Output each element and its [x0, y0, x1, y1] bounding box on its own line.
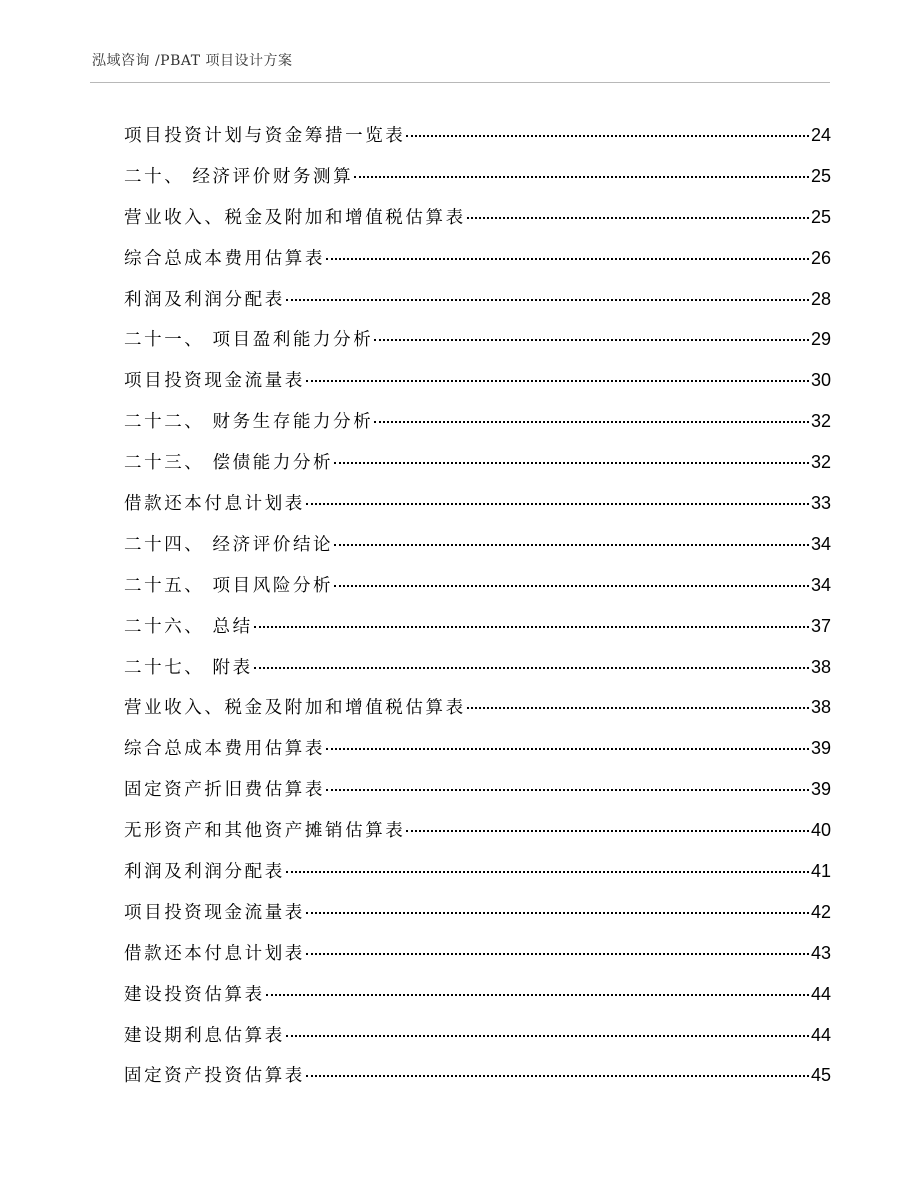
toc-entry[interactable]	[124, 156, 831, 197]
toc-entry[interactable]	[124, 279, 831, 320]
toc-page-number: 32	[810, 411, 831, 432]
toc-entry[interactable]	[124, 892, 831, 933]
toc-page-number: 33	[810, 493, 831, 514]
toc-dot-leader	[306, 1075, 809, 1077]
toc-entry-title[interactable]: 二十三、 偿债能力分析	[124, 453, 334, 474]
toc-entry-title[interactable]: 无形资产和其他资产摊销估算表	[124, 821, 406, 842]
toc-entry-title[interactable]: 项目投资现金流量表	[124, 902, 305, 923]
toc-dot-leader	[334, 462, 809, 464]
toc-dot-leader	[254, 667, 809, 669]
toc-page-number: 34	[810, 574, 831, 595]
toc-entry-title[interactable]: 借款还本付息计划表	[124, 943, 305, 964]
toc-dot-leader	[334, 585, 809, 587]
toc-entry-title[interactable]: 固定资产投资估算表	[124, 1066, 305, 1087]
toc-page-number: 45	[810, 1065, 831, 1086]
toc-dot-leader	[266, 994, 809, 996]
toc-dot-leader	[374, 339, 809, 341]
toc-entry-title[interactable]: 建设期利息估算表	[124, 1025, 285, 1046]
toc-entry[interactable]	[124, 442, 831, 483]
toc-entry-title[interactable]: 二十四、 经济评价结论	[124, 534, 334, 555]
toc-entry-title[interactable]: 二十七、 附表	[124, 657, 253, 678]
toc-page-number: 26	[810, 247, 831, 268]
toc-dot-leader	[326, 789, 809, 791]
toc-dot-leader	[406, 830, 809, 832]
toc-entry[interactable]	[124, 524, 831, 565]
toc-entry[interactable]	[124, 606, 831, 647]
toc-entry-title[interactable]: 二十五、 项目风险分析	[124, 575, 334, 596]
toc-dot-leader	[306, 380, 809, 382]
toc-page-number: 42	[810, 901, 831, 922]
toc-page-number: 43	[810, 942, 831, 963]
toc-page-number: 32	[810, 452, 831, 473]
toc-entry-title[interactable]: 营业收入、税金及附加和增值税估算表	[124, 698, 466, 719]
toc-dot-leader	[286, 871, 809, 873]
toc-page-number: 38	[810, 697, 831, 718]
toc-page-number: 40	[810, 820, 831, 841]
toc-entry-title[interactable]: 二十一、 项目盈利能力分析	[124, 330, 374, 351]
toc-entry[interactable]	[124, 1015, 831, 1056]
toc-entry-title[interactable]: 综合总成本费用估算表	[124, 739, 325, 760]
page-header: 泓域咨询 /PBAT 项目设计方案	[92, 53, 293, 69]
toc-entry[interactable]	[124, 933, 831, 974]
toc-page-number: 44	[810, 983, 831, 1004]
toc-dot-leader	[374, 421, 809, 423]
toc-entry[interactable]	[124, 197, 831, 238]
toc-entry-title[interactable]: 利润及利润分配表	[124, 862, 285, 883]
toc-entry-title[interactable]: 二十、 经济评价财务测算	[124, 166, 354, 187]
toc-entry[interactable]	[124, 401, 831, 442]
toc-dot-leader	[334, 544, 809, 546]
toc-entry[interactable]	[124, 728, 831, 769]
toc-dot-leader	[406, 135, 809, 137]
toc-entry-title[interactable]: 项目投资现金流量表	[124, 371, 305, 392]
toc-entry-title[interactable]: 二十二、 财务生存能力分析	[124, 412, 374, 433]
toc-entry[interactable]	[124, 565, 831, 606]
toc-page-number: 28	[810, 288, 831, 309]
toc-dot-leader	[286, 1035, 809, 1037]
toc-entry[interactable]	[124, 647, 831, 688]
toc-entry[interactable]	[124, 360, 831, 401]
toc-dot-leader	[306, 953, 809, 955]
toc-dot-leader	[467, 707, 809, 709]
toc-page-number: 25	[810, 165, 831, 186]
toc-entry[interactable]	[124, 974, 831, 1015]
toc-entry[interactable]	[124, 1055, 831, 1096]
toc-entry[interactable]	[124, 687, 831, 728]
toc-entry-title[interactable]: 综合总成本费用估算表	[124, 248, 325, 269]
toc-page-number: 29	[810, 329, 831, 350]
toc-entry-title[interactable]: 固定资产折旧费估算表	[124, 780, 325, 801]
toc-dot-leader	[326, 748, 809, 750]
toc-page-number: 34	[810, 533, 831, 554]
toc-page-number: 30	[810, 370, 831, 391]
toc-page-number: 39	[810, 738, 831, 759]
toc-entry-title[interactable]: 利润及利润分配表	[124, 289, 285, 310]
toc-entry-title[interactable]: 项目投资计划与资金筹措一览表	[124, 126, 406, 146]
toc-entry-title[interactable]: 二十六、 总结	[124, 616, 253, 637]
toc-dot-leader	[326, 258, 809, 260]
toc-entry[interactable]	[124, 483, 831, 524]
toc-dot-leader	[354, 176, 809, 178]
table-of-contents	[124, 115, 831, 1096]
toc-page-number: 37	[810, 615, 831, 636]
toc-entry[interactable]	[124, 319, 831, 360]
toc-entry[interactable]	[124, 115, 831, 156]
toc-dot-leader	[467, 217, 809, 219]
toc-entry[interactable]	[124, 810, 831, 851]
toc-entry-title[interactable]: 建设投资估算表	[124, 984, 265, 1005]
toc-page-number: 39	[810, 779, 831, 800]
toc-page-number: 41	[810, 861, 831, 882]
toc-dot-leader	[306, 503, 809, 505]
toc-page-number: 24	[810, 125, 831, 145]
toc-page-number: 38	[810, 656, 831, 677]
toc-page-number: 25	[810, 206, 831, 227]
toc-dot-leader	[254, 626, 809, 628]
header-divider	[90, 82, 830, 83]
toc-entry[interactable]	[124, 238, 831, 279]
toc-page-number: 44	[810, 1024, 831, 1045]
toc-dot-leader	[306, 912, 809, 914]
toc-dot-leader	[286, 299, 809, 301]
toc-entry[interactable]	[124, 769, 831, 810]
toc-entry-title[interactable]: 营业收入、税金及附加和增值税估算表	[124, 207, 466, 228]
toc-entry[interactable]	[124, 851, 831, 892]
toc-entry-title[interactable]: 借款还本付息计划表	[124, 494, 305, 515]
